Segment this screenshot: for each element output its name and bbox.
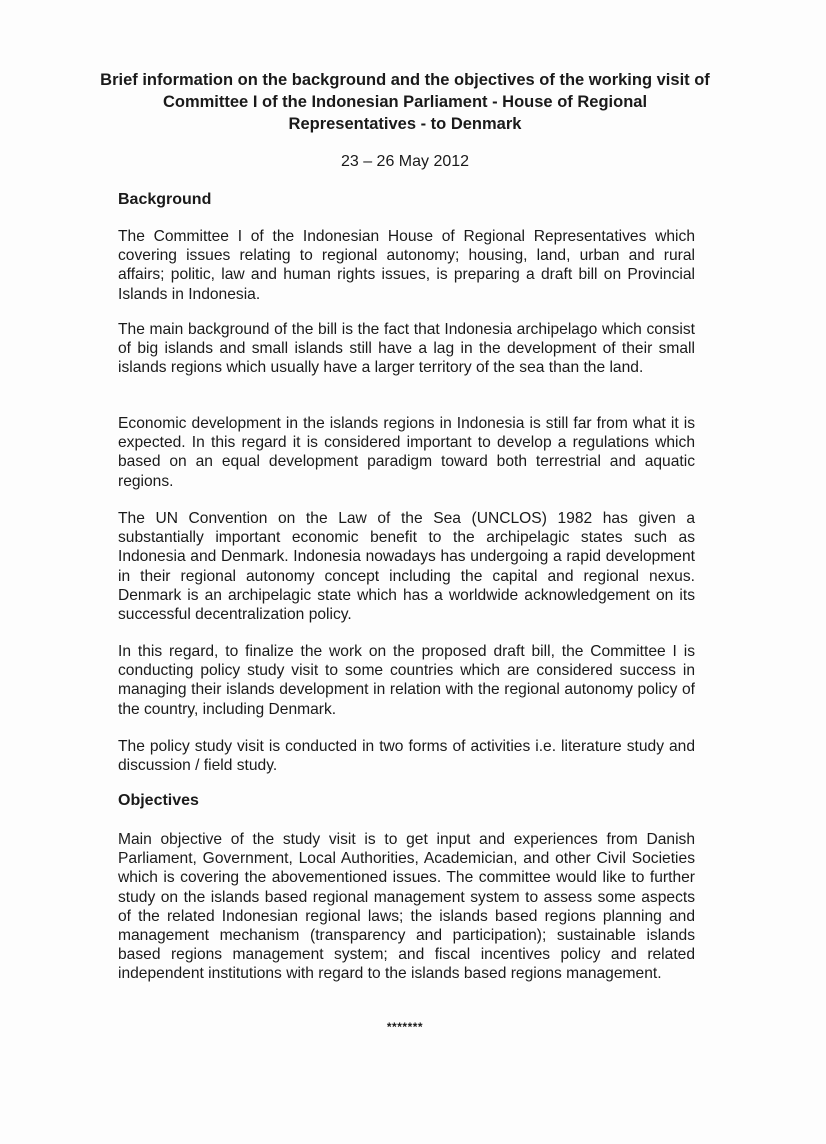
- background-paragraph: The Committee I of the Indonesian House of Regional Representatives which covering issues relating to regional autonomy; housing, land, urban and rural affairs; politic, law and human rights issues, is preparing a draft bill on Provincial Islands in Indonesia.: [118, 228, 695, 303]
- background-paragraph: The main background of the bill is the fact that Indonesia archipelago which consist of big islands and small islands still have a lag in the development of their small islands regions which usually have a larger territory of the sea than the land.: [118, 321, 695, 377]
- background-paragraph: Economic development in the islands regions in Indonesia is still far from what it is expected. In this regard it is considered important to develop a regulations which based on an equal development paradigm toward both terrestrial and aquatic regions.: [118, 415, 695, 490]
- background-paragraph: The policy study visit is conducted in two forms of activities i.e. literature study and discussion / field study.: [118, 738, 695, 775]
- background-paragraph: In this regard, to finalize the work on the proposed draft bill, the Committee I is conducting policy study visit to some countries which are considered success in managing their islands development in relation with the regional autonomy policy of the country, including Denmark.: [118, 643, 695, 718]
- objectives-heading: Objectives: [118, 792, 199, 809]
- background-paragraph: The UN Convention on the Law of the Sea (UNCLOS) 1982 has given a substantially important economic benefit to the archipelagic states such as Indonesia and Denmark. Indonesia nowadays has undergoing a rapid development in their regional autonomy concept including the capital and regional nexus. Denmark is an archipelagic state which has a worldwide acknowledgement on its successful decentralization policy.: [118, 510, 695, 624]
- document-title: Brief information on the background and the objectives of the working visit of Committee I of the Indonesian Parliament - House of Regional Representatives - to Denmark: [100, 71, 710, 133]
- background-heading: Background: [118, 191, 212, 208]
- visit-date: 23 – 26 May 2012: [340, 153, 470, 170]
- objectives-paragraph: Main objective of the study visit is to get input and experiences from Danish Parliament, Government, Local Authorities, Academician, and other Civil Societies which is covering the abovementioned issues. The committee would like to further study on the islands based regional management system to assess some aspects of the related Indonesian regional laws; the islands based regions planning and management mechanism (transparency and participation); sustainable islands based regions management system; and fiscal incentives policy and related independent institutions with regard to the islands based regions management.: [118, 831, 695, 983]
- end-marker: *******: [386, 1020, 424, 1034]
